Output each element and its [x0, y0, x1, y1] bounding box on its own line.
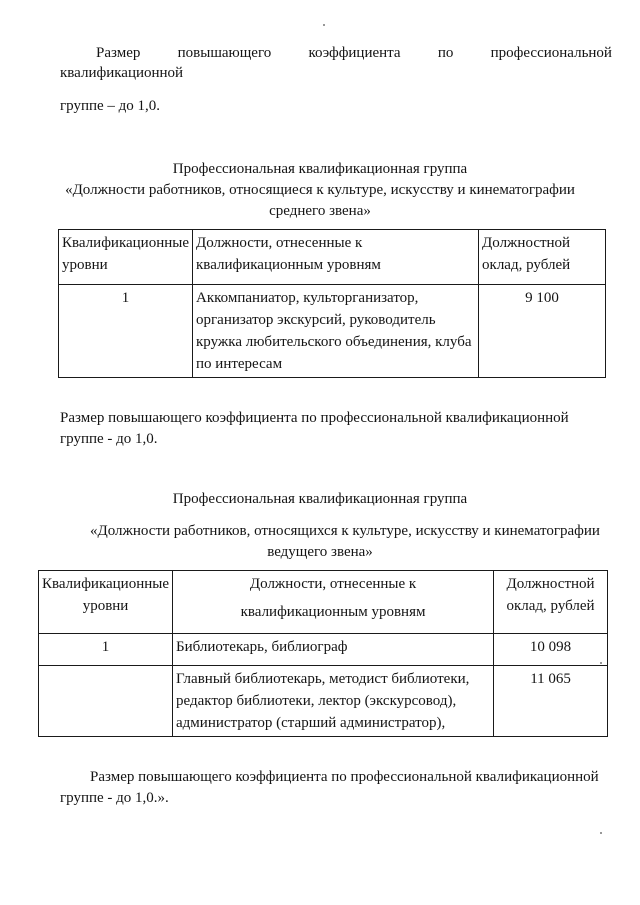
cell-salary: 10 098 [494, 634, 608, 666]
intro-third-line: группе – до 1,0. [60, 98, 161, 114]
intro-word: профессиональной [490, 45, 612, 61]
header-text: оклад, рублей [482, 257, 571, 273]
header-text: квалификационным уровням [240, 604, 426, 620]
position-line: организатор экскурсий, руководитель [196, 312, 436, 328]
header-text: уровни [82, 598, 129, 614]
group1-table [58, 229, 606, 378]
group2-subtitle-line2: ведущего звена» [267, 544, 373, 560]
position-line: по интересам [196, 356, 283, 372]
group1-subtitle-line1: «Должности работников, относящиеся к культуре, искусству и кинематографии [65, 182, 575, 198]
position-line: Главный библиотекарь, методист библиотеки, [176, 671, 470, 687]
position-line: Библиотекарь, библиограф [176, 639, 348, 655]
header-text: Должностной [506, 576, 595, 592]
intro-word: повышающего [177, 45, 272, 61]
table-row [39, 666, 608, 737]
group2-note-line2: группе - до 1,0.». [60, 790, 169, 806]
intro-word: Размер [96, 45, 141, 61]
header-text: Должности, отнесенные к [249, 576, 417, 592]
cell-level: 1 [39, 634, 173, 666]
intro-word: коэффициента [308, 45, 401, 61]
header-text: уровни [62, 257, 108, 273]
table-header-row [39, 571, 608, 634]
cell-salary: 9 100 [479, 285, 606, 378]
header-positions [173, 571, 494, 634]
position-line: кружка любительского объединения, клуба [196, 334, 472, 350]
position-line: администратор (старший администратор), [176, 715, 446, 731]
cell-positions [173, 666, 494, 737]
group1-subtitle-line2: среднего звена» [269, 203, 371, 219]
group1-note-line1: Размер повышающего коэффициента по профессиональной квалификационной [60, 410, 569, 426]
cell-salary: 11 065 [494, 666, 608, 737]
header-levels [39, 571, 173, 634]
cell-level: 1 [59, 285, 193, 378]
group1-heading: Профессиональная квалификационная группа [172, 161, 468, 177]
cell-positions [193, 285, 479, 378]
cell-level [39, 666, 173, 737]
header-levels [59, 230, 193, 285]
intro-first-line [60, 44, 612, 64]
position-line: редактор библиотеки, лектор (экскурсовод), [176, 693, 457, 709]
intro-word: по [437, 45, 454, 61]
scan-speck [600, 662, 602, 664]
header-text: Квалификационные [62, 235, 190, 251]
header-positions [193, 230, 479, 285]
table-header-row [59, 230, 606, 285]
header-text: оклад, рублей [506, 598, 595, 614]
table-row [39, 634, 608, 666]
group2-note-line1: Размер повышающего коэффициента по профессиональной квалификационной [90, 769, 599, 785]
scan-speck [323, 24, 325, 26]
header-text: квалификационным уровням [196, 257, 381, 273]
header-salary [479, 230, 606, 285]
group1-note-line2: группе - до 1,0. [60, 431, 158, 447]
intro-second-line: квалификационной [60, 65, 184, 81]
header-salary [494, 571, 608, 634]
header-text: Должности, отнесенные к [196, 235, 363, 251]
cell-positions [173, 634, 494, 666]
header-text: Квалификационные [42, 576, 170, 592]
group2-table [38, 570, 608, 737]
group2-subtitle-line1: «Должности работников, относящихся к культуре, искусству и кинематографии [90, 523, 600, 539]
group2-heading: Профессиональная квалификационная группа [172, 491, 468, 507]
table-row [59, 285, 606, 378]
header-text: Должностной [482, 235, 571, 251]
position-line: Аккомпаниатор, культорганизатор, [196, 290, 419, 306]
scan-speck [600, 832, 602, 834]
